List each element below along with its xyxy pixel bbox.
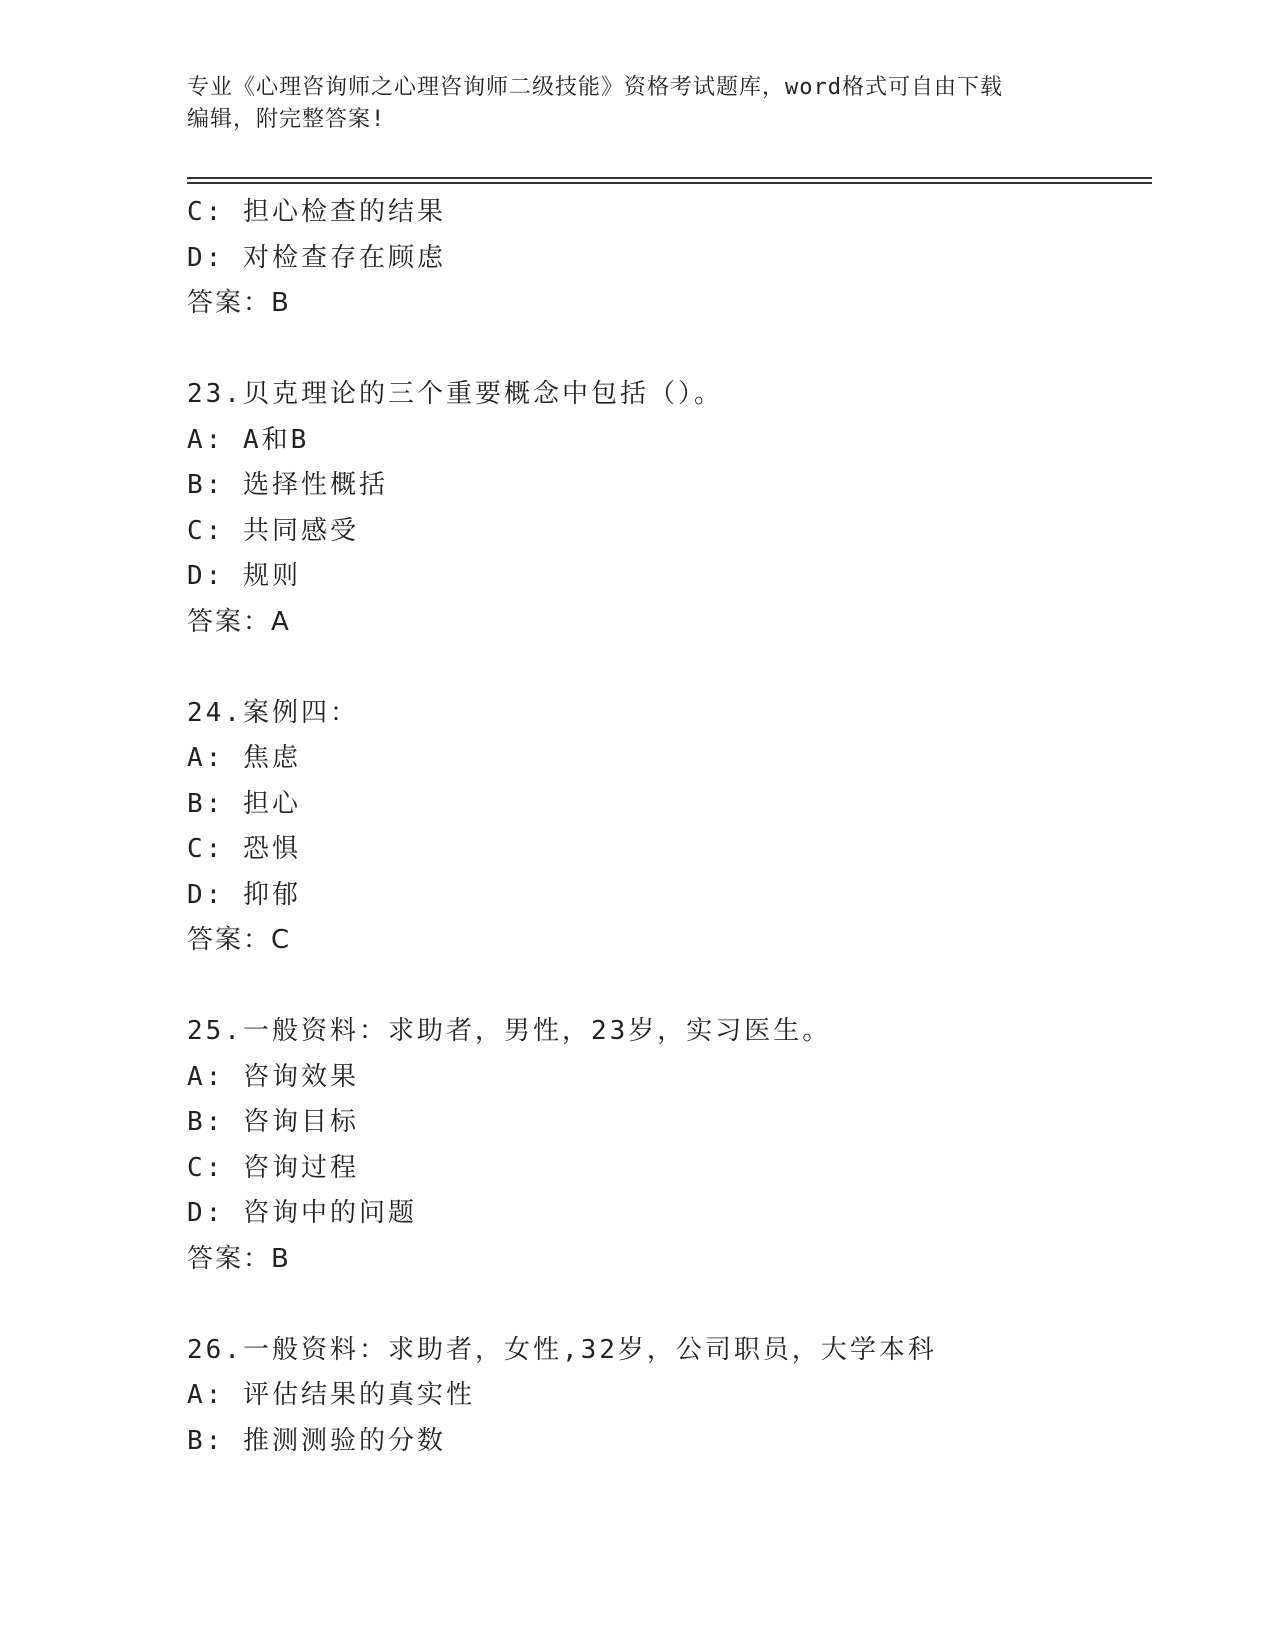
option-c: C: 担心检查的结果: [187, 197, 446, 227]
header-divider-top: [187, 177, 1152, 179]
option-b: B: 咨询目标: [187, 1107, 359, 1137]
option-c: C: 共同感受: [187, 515, 359, 546]
answer-line: 答案：B: [187, 288, 291, 318]
question-block-25: [187, 1009, 1147, 1282]
spacer: [187, 1282, 1147, 1328]
header-line-1: 专业《心理咨询师之心理咨询师二级技能》资格考试题库，word格式可自由下载: [187, 75, 1003, 100]
answer-line: 答案：B: [187, 1243, 291, 1274]
spacer: [187, 964, 1147, 1010]
document-header: [187, 72, 1067, 136]
option-b: B: 担心: [187, 788, 301, 819]
option-b: B: 选择性概括: [187, 470, 388, 500]
spacer: [187, 645, 1147, 691]
option-a: A: 评估结果的真实性: [187, 1380, 475, 1410]
option-a: A: 焦虑: [187, 743, 301, 773]
option-d: D: 抑郁: [187, 879, 301, 910]
header-divider-bottom: [187, 182, 1152, 184]
question-text: 26.一般资料：求助者，女性,32岁，公司职员，大学本科: [187, 1334, 937, 1365]
answer-line: 答案：A: [187, 606, 291, 637]
question-text: 25.一般资料：求助者，男性，23岁，实习医生。: [187, 1016, 832, 1046]
question-block-22-tail: [187, 190, 1147, 327]
question-text: 23.贝克理论的三个重要概念中包括（）。: [187, 379, 723, 409]
option-d: D: 规则: [187, 561, 301, 591]
answer-line: 答案：C: [187, 925, 292, 955]
option-d: D: 咨询中的问题: [187, 1198, 417, 1228]
question-block-23: [187, 372, 1147, 645]
option-c: C: 咨询过程: [187, 1152, 359, 1183]
spacer: [187, 327, 1147, 373]
question-list: [187, 190, 1147, 1464]
option-c: C: 恐惧: [187, 834, 301, 864]
option-d: D: 对检查存在顾虑: [187, 242, 446, 273]
question-block-26: [187, 1328, 1147, 1465]
option-a: A: A和B: [187, 424, 310, 455]
question-text: 24.案例四：: [187, 697, 359, 728]
option-a: A: 咨询效果: [187, 1061, 359, 1092]
header-line-2: 编辑，附完整答案!: [187, 107, 386, 132]
question-block-24: [187, 691, 1147, 964]
option-b: B: 推测测验的分数: [187, 1425, 446, 1456]
